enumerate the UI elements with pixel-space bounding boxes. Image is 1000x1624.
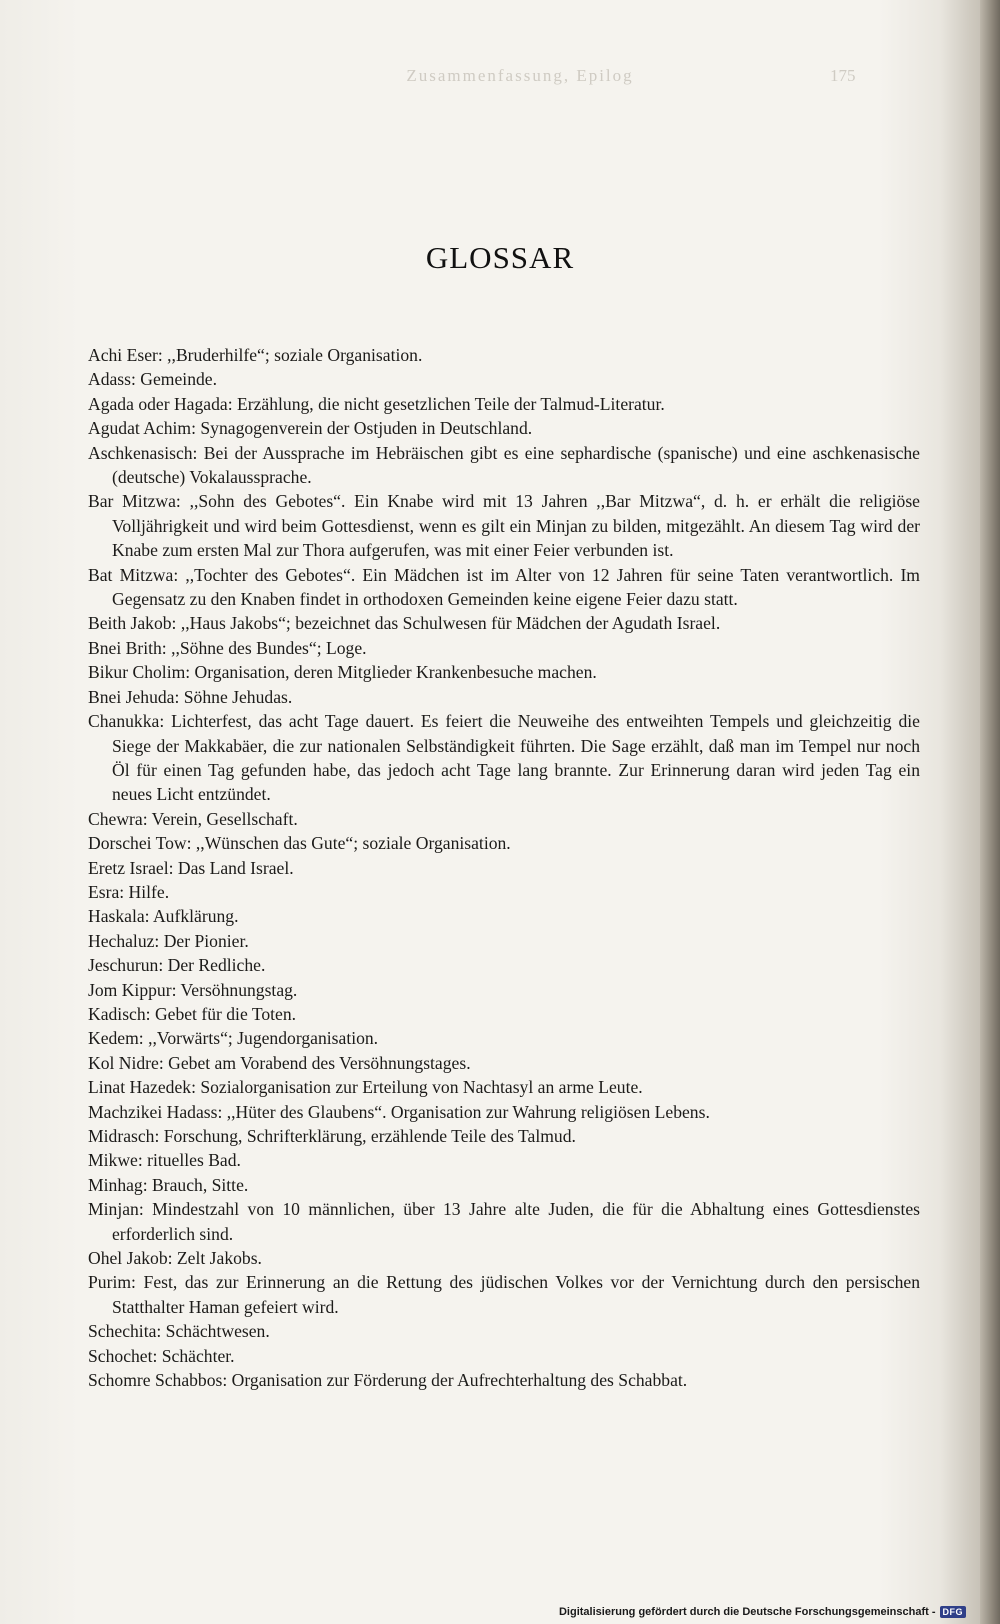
glossary-entry: Achi Eser: ,,Bruderhilfe“; soziale Organisation. — [88, 345, 423, 365]
dfg-logo: DFG — [940, 1606, 967, 1618]
glossary-entry: Linat Hazedek: Sozialorganisation zur Erteilung von Nachtasyl an arme Leute. — [88, 1077, 643, 1098]
glossary-entry: Ohel Jakob: Zelt Jakobs. — [88, 1248, 262, 1269]
glossary-entry: Machzikei Hadass: ,,Hüter des Glaubens“. Organisation zur Wahrung religiösen Lebens. — [88, 1101, 710, 1122]
glossary-entry: Hechaluz: Der Pionier. — [88, 930, 249, 951]
glossary-entry: Schomre Schabbos: Organisation zur Förderung der Aufrechterhaltung des Schabbat. — [88, 1370, 688, 1391]
glossary-entry: Purim: Fest, das zur Erinnerung an die Rettung des jüdischen Volkes vor der Vernichtung durch den persischen Statthalter Haman gefeiert wird. — [88, 1272, 920, 1317]
page-edge-shadow — [980, 0, 1000, 1624]
glossary-entry: Chanukka: Lichterfest, das acht Tage dauert. Es feiert die Neuweihe des entweihten Tempels und gleichzeitig die Siege der Makkabäer, die zur nationalen Selbständigkeit führten. Die Sage erzählt, daß man im Tempel nur noch Öl für einen Tag gefunden habe, das jedoch acht Tage lang brannte. Zur Erinnerung daran wird jeden Tag ein neues Licht entzündet. — [88, 711, 920, 805]
glossary-entry: Bar Mitzwa: ,,Sohn des Gebotes“. Ein Knabe wird mit 13 Jahren ,,Bar Mitzwa“, d. h. er erhält die religiöse Volljährigkeit und wird beim Gottesdienst, wenn es gilt ein Minjan zu bilden, mitgezählt. An diesem Tag wird der Knabe zum ersten Mal zur Thora aufgerufen, was mit einer Feier verbunden ist. — [88, 491, 920, 561]
glossary-entry: Eretz Israel: Das Land Israel. — [88, 857, 294, 878]
glossary-entry: Minjan: Mindestzahl von 10 männlichen, über 13 Jahre alte Juden, die für die Abhaltung eines Gottesdienstes erforderlich sind. — [88, 1199, 920, 1244]
funding-notice: Digitalisierung gefördert durch die Deutsche Forschungsgemeinschaft - — [558, 1606, 936, 1618]
glossary-entry: Schochet: Schächter. — [88, 1345, 235, 1366]
page-number: 175 — [830, 66, 856, 85]
glossary-list — [88, 343, 920, 1392]
glossary-entry: Bat Mitzwa: ,,Tochter des Gebotes“. Ein Mädchen ist im Alter von 12 Jahren für seine Taten verantwortlich. Im Gegensatz zu den Knaben findet in orthodoxen Gemeinden keine eigene Feier dazu statt. — [88, 564, 920, 610]
glossary-entry: Mikwe: rituelles Bad. — [88, 1150, 241, 1171]
glossary-entry: Schechita: Schächtwesen. — [88, 1321, 270, 1342]
glossary-entry: Esra: Hilfe. — [88, 881, 170, 902]
glossary-entry: Agudat Achim: Synagogenverein der Ostjuden in Deutschland. — [88, 418, 533, 439]
glossary-entry: Adass: Gemeinde. — [88, 369, 217, 390]
glossary-entry: Jom Kippur: Versöhnungstag. — [88, 979, 298, 1000]
glossary-entry: Agada oder Hagada: Erzählung, die nicht gesetzlichen Teile der Talmud-Literatur. — [88, 393, 665, 414]
glossary-entry: Midrasch: Forschung, Schrifterklärung, erzählende Teile des Talmud. — [88, 1126, 576, 1146]
glossary-entry: Minhag: Brauch, Sitte. — [88, 1174, 249, 1195]
glossary-entry: Haskala: Aufklärung. — [88, 906, 239, 927]
glossary-entry: Bnei Jehuda: Söhne Jehudas. — [88, 686, 293, 707]
digitization-footer — [559, 1606, 966, 1618]
running-head: Zusammenfassung, Epilog — [406, 66, 634, 85]
glossary-entry: Bnei Brith: ,,Söhne des Bundes“; Loge. — [88, 637, 367, 658]
glossary-entry: Kol Nidre: Gebet am Vorabend des Versöhnungstages. — [88, 1052, 471, 1073]
glossary-entry: Chewra: Verein, Gesellschaft. — [88, 808, 298, 829]
glossary-entry: Aschkenasisch: Bei der Aussprache im Hebräischen gibt es eine sephardische (spanische) und eine aschkenasische (deutsche) Vokalaussprache. — [88, 442, 920, 488]
page-title: GLOSSAR — [425, 240, 575, 275]
glossary-entry: Jeschurun: Der Redliche. — [88, 955, 266, 976]
glossary-entry: Beith Jakob: ,,Haus Jakobs“; bezeichnet das Schulwesen für Mädchen der Agudath Israel. — [88, 613, 721, 634]
glossary-entry: Bikur Cholim: Organisation, deren Mitglieder Krankenbesuche machen. — [88, 662, 597, 683]
glossary-entry: Kedem: ,,Vorwärts“; Jugendorganisation. — [88, 1028, 379, 1049]
glossary-entry: Dorschei Tow: ,,Wünschen das Gute“; soziale Organisation. — [88, 833, 511, 854]
glossary-entry: Kadisch: Gebet für die Toten. — [88, 1003, 297, 1024]
